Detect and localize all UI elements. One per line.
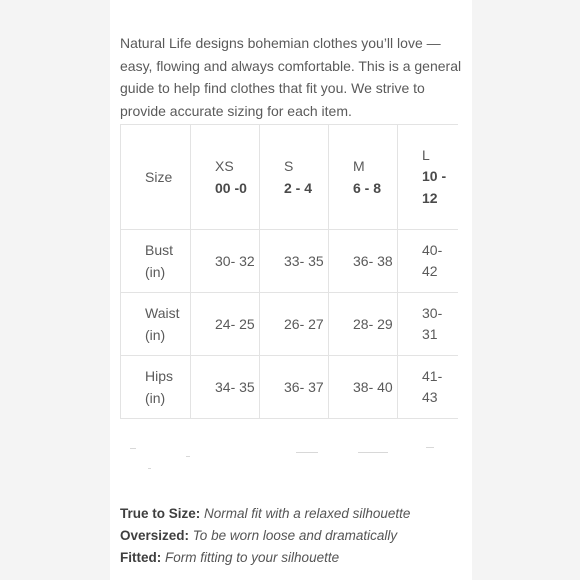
row-label-waist: Waist (in) (145, 305, 180, 343)
size-number-xs: 00 -0 (215, 180, 247, 196)
waist-l-value: 30- 31 (422, 304, 443, 342)
size-header-m (329, 125, 398, 230)
hips-s-value: 36- 37 (284, 379, 324, 395)
table-row-hips (121, 356, 458, 419)
fit-name-fitted: Fitted: (120, 550, 162, 565)
size-number-s: 2 - 4 (284, 180, 313, 196)
size-number-m: 6 - 8 (353, 180, 382, 196)
intro-paragraph: Natural Life designs bohemian clothes you’ll love — easy, flowing and always comfortable. This is a general guide to help find clothes that fit you. We strive to provide accurate sizing for each item. (120, 35, 462, 119)
size-header-row (121, 125, 458, 230)
hips-xs-value: 34- 35 (215, 379, 255, 395)
size-header-s (260, 125, 329, 230)
bust-xs-value: 30- 32 (215, 253, 255, 269)
fit-desc-true-to-size: Normal fit with a relaxed silhouette (204, 506, 411, 521)
row-label-bust: Bust (in) (145, 242, 174, 280)
fit-desc-oversized: To be worn loose and dramatically (192, 528, 398, 543)
fit-guide-item (120, 525, 465, 547)
row-label-hips: Hips (in) (145, 368, 174, 406)
size-letter-m: M (353, 158, 365, 174)
scan-artifact-divider (126, 444, 446, 474)
waist-m-value: 28- 29 (353, 316, 393, 332)
fit-guide-item (120, 547, 465, 569)
size-header-label: Size (121, 125, 191, 230)
fit-guide-item (120, 503, 465, 525)
table-row-waist (121, 293, 458, 356)
bust-s-value: 33- 35 (284, 253, 324, 269)
size-chart-table (120, 124, 458, 419)
size-header-l (398, 125, 458, 230)
fit-name-oversized: Oversized: (120, 528, 190, 543)
size-letter-l: L (422, 146, 430, 163)
fit-name-true-to-size: True to Size: (120, 506, 201, 521)
size-letter-s: S (284, 158, 294, 174)
bust-l-value: 40- 42 (422, 241, 443, 279)
waist-xs-value: 24- 25 (215, 316, 255, 332)
size-guide-page (110, 0, 472, 580)
fit-guide (120, 503, 465, 569)
table-row-bust (121, 230, 458, 293)
waist-s-value: 26- 27 (284, 316, 324, 332)
hips-l-value: 41- 43 (422, 367, 443, 405)
hips-m-value: 38- 40 (353, 379, 393, 395)
size-header-xs (191, 125, 260, 230)
bust-m-value: 36- 38 (353, 253, 393, 269)
fit-desc-fitted: Form fitting to your silhouette (165, 550, 340, 565)
size-number-l: 10 - 12 (422, 168, 447, 206)
size-letter-xs: XS (215, 158, 234, 174)
